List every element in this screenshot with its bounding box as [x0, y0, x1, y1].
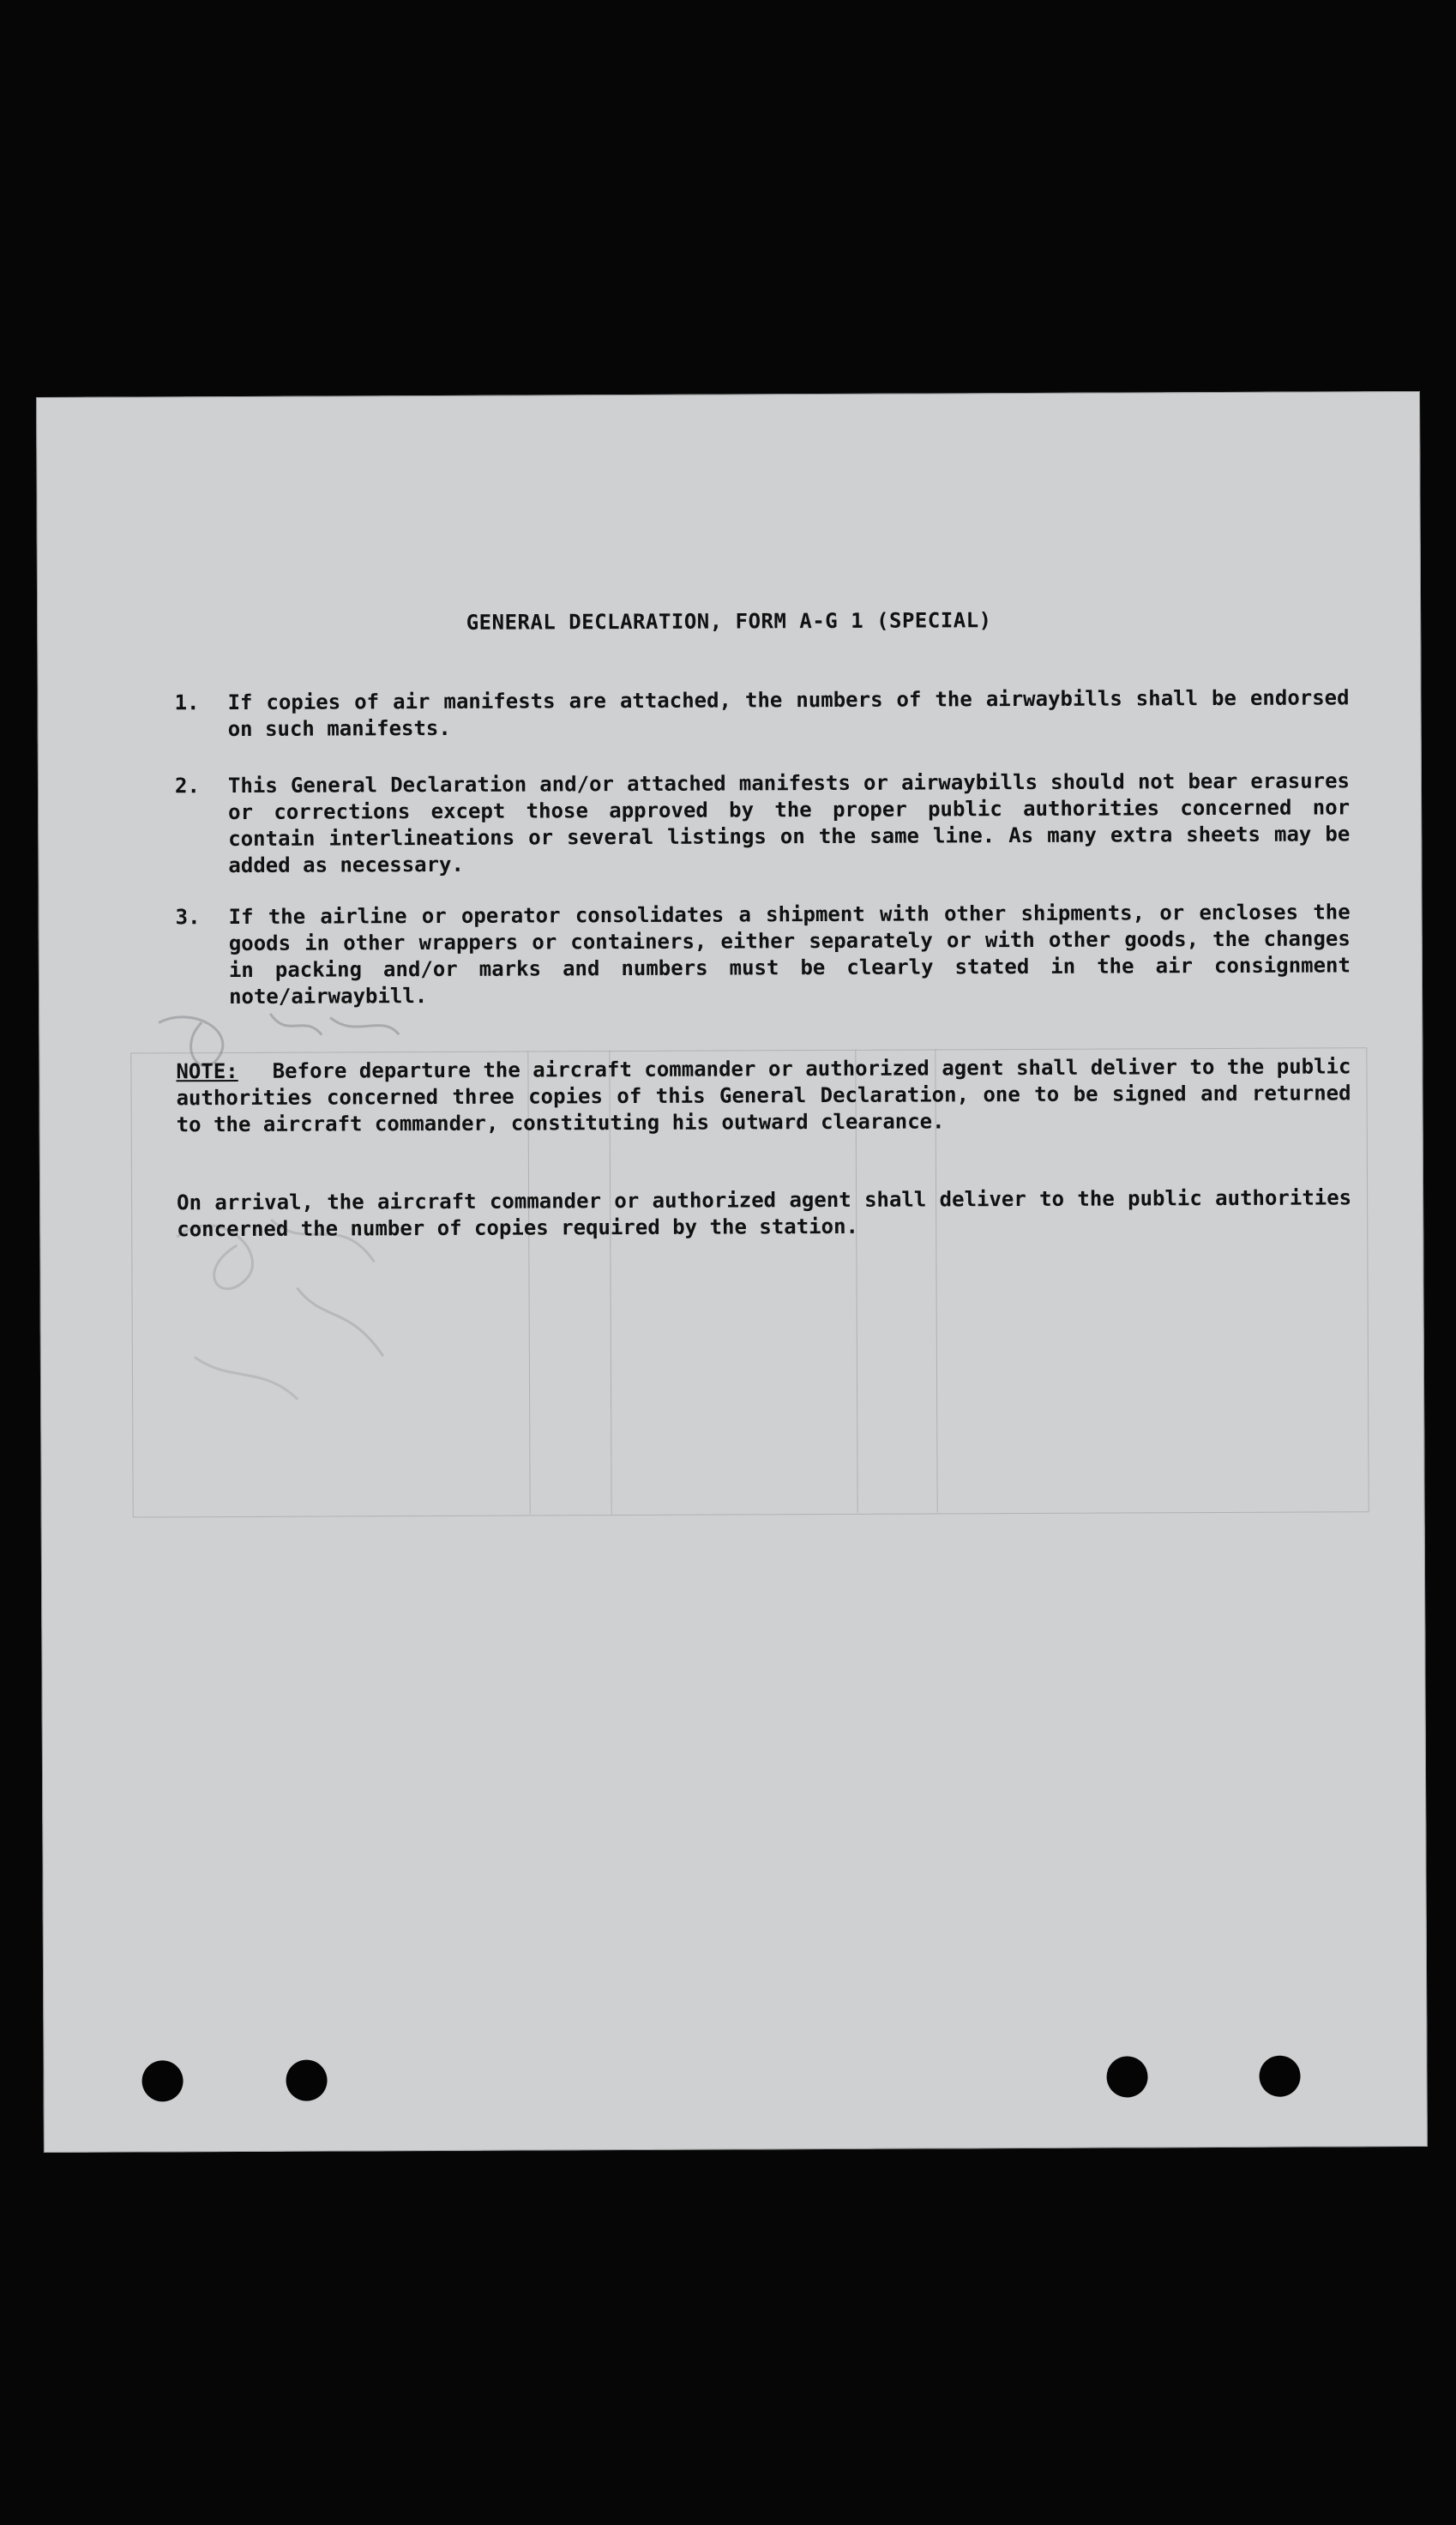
instruction-item-3	[176, 899, 1351, 1010]
document-page	[36, 391, 1428, 2153]
punch-hole	[286, 2060, 327, 2101]
item-text: If copies of air manifests are attached, the numbers of the airwaybills shall be endorsed on such manifests.	[227, 685, 1350, 742]
punch-hole	[141, 2060, 183, 2101]
instruction-item-2	[175, 768, 1351, 879]
item-number: 1.	[174, 690, 200, 715]
item-text: This General Declaration and/or attached manifests or airwaybills should not bear erasures or corrections except those approved by the proper public authorities concerned nor contain interlineations or several listings on the same line. As many extra sheets may be added as necessary.	[227, 768, 1351, 878]
item-number: 2.	[174, 774, 200, 798]
note-label: NOTE:	[176, 1058, 238, 1084]
punch-hole	[1259, 2056, 1300, 2097]
note-text: Before departure the aircraft commander or authorized agent shall deliver to the public authorities concerned three copies of this General Declaration, one to be signed and returned to the aircraft commander, constituting his outward clearance.	[176, 1054, 1351, 1137]
note-paragraph	[176, 1053, 1351, 1138]
document-title: GENERAL DECLARATION, FORM A-G 1 (SPECIAL)	[466, 608, 992, 635]
item-number: 3.	[175, 905, 201, 930]
instruction-item-1	[174, 684, 1349, 743]
item-text: If the airline or operator consolidates a shipment with other shipments, or encloses the goods in other wrappers or containers, either separately or with other goods, the changes in packing and/or marks and numbers must be clearly stated in the air consignment note/airwaybill.	[228, 900, 1351, 1009]
arrival-paragraph: On arrival, the aircraft commander or authorized agent shall deliver to the public authorities concerned the number of copies required by the station.	[177, 1185, 1352, 1242]
punch-hole	[1106, 2056, 1147, 2097]
document-content	[36, 391, 1428, 2153]
